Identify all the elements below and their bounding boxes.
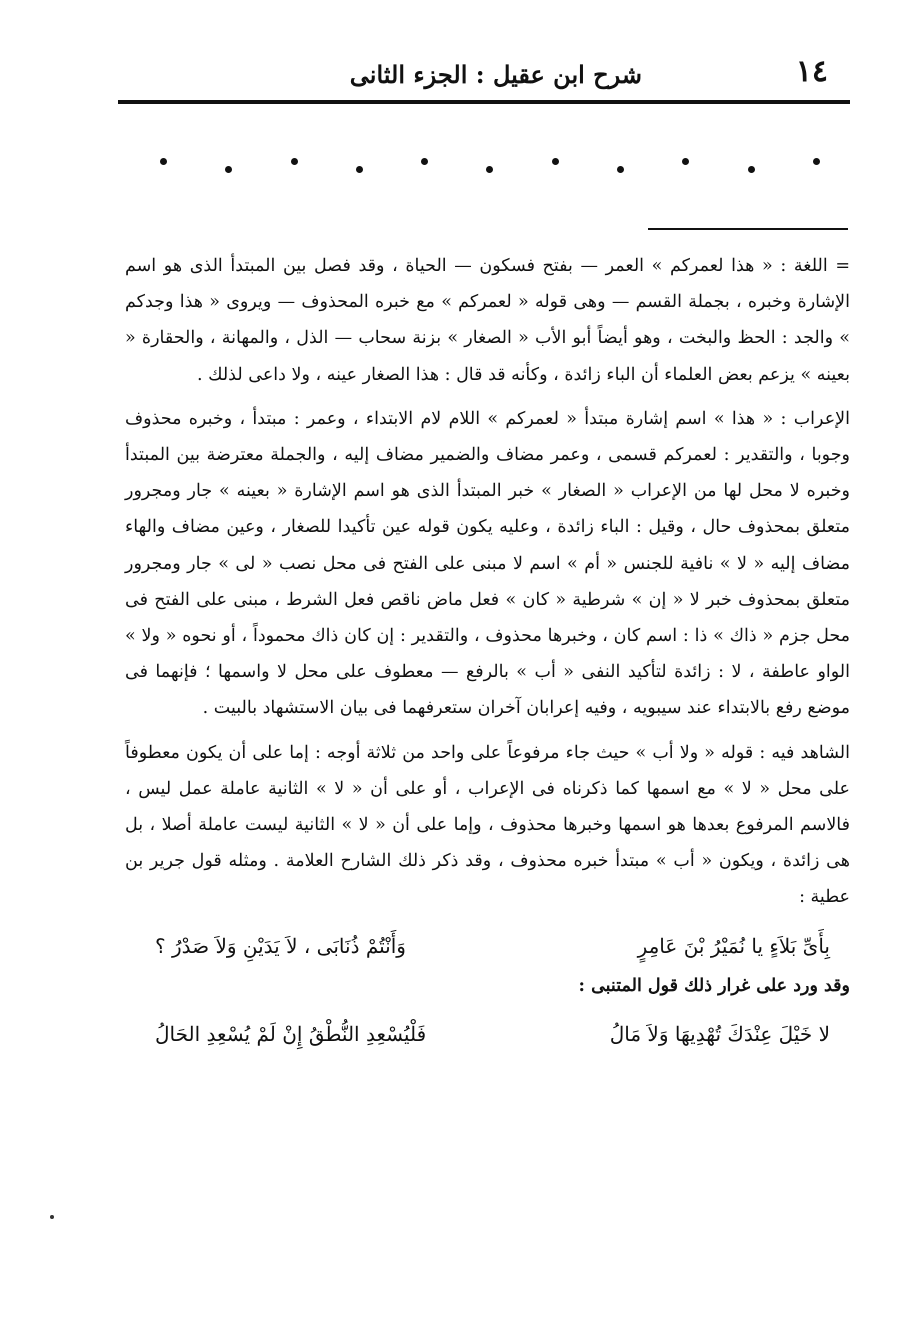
dot <box>291 158 298 165</box>
paragraph-shahid: الشاهد فيه : قوله « ولا أب » حيث جاء مرفوعاً على واحد من ثلاثة أوجه : إما على أن يكون معطوفاً على محل « لا » مع اسمها كما ذكرناه فى الإعراب ، أو على أن « لا » الثانية عاملة عمل ليس ، فالاسم المرفوع بعدها هو اسمها وخبرها محذوف ، وإما على أن « لا » الثانية ليست عاملة أصلا ، بل هى زائدة ، ويكون « أب » مبتدأ خبره محذوف ، وقد ذكر ذلك الشارح العلامة . ومثله قول جرير بن عطية : <box>125 742 850 908</box>
verse-jarir <box>125 924 850 968</box>
mutanabbi-intro: وقد ورد على غرار ذلك قول المتنبى : <box>578 975 850 996</box>
page-number: ١٤ <box>795 54 828 89</box>
footnote-body <box>125 248 850 1056</box>
dot <box>748 166 755 173</box>
dot <box>225 166 232 173</box>
dot <box>160 158 167 165</box>
margin-speck <box>50 1215 54 1219</box>
dot <box>356 166 363 173</box>
footnote-rule <box>648 228 848 230</box>
verse-jarir-second-hemistich: وَأَنْتُمْ ذُنَابَى ، لاَ يَدَيْنِ وَلاَ صَدْرُ ؟ <box>155 933 406 958</box>
header-rule <box>118 100 850 104</box>
running-title: شرح ابن عقيل : الجزء الثانى <box>349 60 642 89</box>
verse-mutanabbi <box>125 1012 850 1056</box>
dot <box>682 158 689 165</box>
dot <box>617 166 624 173</box>
dot <box>486 166 493 173</box>
dot <box>421 158 428 165</box>
ellipsis-dots <box>160 154 820 178</box>
page-header <box>118 48 850 100</box>
dot <box>552 158 559 165</box>
paragraph-irab: الإعراب : « هذا » اسم إشارة مبتدأ « لعمركم » اللام لام الابتداء ، وعمر : مبتدأ ، وخبره محذوف وجوبا ، والتقدير : لعمركم قسمى ، وعمر مضاف والضمير مضاف إليه ، والجملة معترضة بين المبتدأ وخبره لا محل لها من الإعراب « الصغار » خبر المبتدأ الذى هو اسم الإشارة « بعينه » جار ومجرور متعلق بمحذوف حال ، وقيل : الباء زائدة ، وعليه يكون قوله عين تأكيدا للصغار ، وعين مضاف والهاء مضاف إليه « لا » نافية للجنس « أم » اسم لا مبنى على الفتح فى محل نصب « لى » جار ومجرور متعلق بمحذوف خبر لا « إن » شرطية « كان » فعل ماض ناقص فعل الشرط ، مبنى على الفتح فى محل جزم « ذاك » ذا : اسم كان ، وخبرها محذوف ، والتقدير : إن كان ذاك محموداً ، أو نحوه « ولا » الواو عاطفة ، لا : زائدة لتأكيد النفى « أب » بالرفع — معطوف على محل لا واسمها ؛ فإنهما فى موضع رفع بالابتداء عند سيبويه ، وفيه إعرابان آخران ستعرفهما فى بيان الاستشهاد بالبيت . <box>125 408 850 719</box>
dot <box>813 158 820 165</box>
verse-mutanabbi-first-hemistich: لا خَيْلَ عِنْدَكَ تُهْدِيهَا وَلاَ مَالُ <box>609 1021 830 1046</box>
verse-mutanabbi-second-hemistich: فَلْيُسْعِدِ النُّطْقُ إِنْ لَمْ يُسْعِدِ الحَالُ <box>155 1021 427 1046</box>
paragraph-lughah: = اللغة : « هذا لعمركم » العمر — بفتح فسكون — الحياة ، وقد فصل بين المبتدأ الذى هو اسم الإشارة وخبره ، بجملة القسم — وهى قوله « لعمركم » مع خبره المحذوف — ويروى « هذا وجدكم » والجد : الحظ والبخت ، وهو أيضاً أبو الأب « الصغار » بزنة سحاب — الذل ، والمهانة ، والحقارة « بعينه » يزعم بعض العلماء أن الباء زائدة ، وكأنه قد قال : هذا الصغار عينه ، ولا داعى لذلك . <box>125 256 850 385</box>
verse-jarir-first-hemistich: بِأَىِّ بَلاَءٍ يا نُمَيْرُ بْنَ عَامِرٍ <box>637 933 830 958</box>
